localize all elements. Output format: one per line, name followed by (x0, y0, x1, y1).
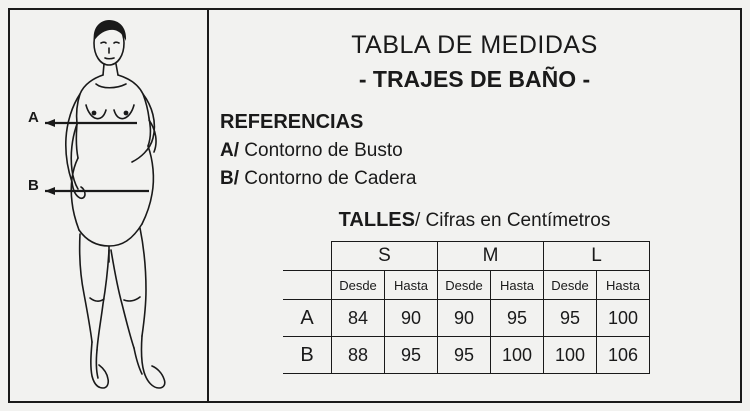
reference-text-a: Contorno de Busto (239, 140, 403, 161)
measure-label-a: A (28, 109, 39, 126)
subheader-s-desde: Desde (332, 271, 385, 300)
reference-text-b: Contorno de Cadera (239, 168, 417, 189)
table-row-subheaders (283, 271, 650, 300)
subheader-m-hasta: Hasta (491, 271, 544, 300)
subheader-m-desde: Desde (438, 271, 491, 300)
table-corner-cell-2 (283, 271, 332, 300)
subheader-s-hasta: Hasta (385, 271, 438, 300)
table-row (283, 300, 650, 337)
page-subtitle: - TRAJES DE BAÑO - (358, 66, 591, 92)
measure-line-a (45, 119, 137, 127)
figure-panel (10, 10, 207, 401)
subheader-l-desde: Desde (544, 271, 597, 300)
cell-b-m-hasta: 100 (491, 337, 544, 374)
size-header-s: S (332, 242, 438, 271)
reference-key-b: B/ (220, 168, 239, 189)
size-header-m: M (438, 242, 544, 271)
cell-b-m-desde: 95 (438, 337, 491, 374)
talles-label: TALLES (338, 209, 415, 231)
measure-line-b (45, 187, 149, 195)
content-panel (209, 10, 740, 401)
cell-b-l-hasta: 106 (597, 337, 650, 374)
page-title: TABLA DE MEDIDAS (351, 31, 598, 59)
cell-b-s-hasta: 95 (385, 337, 438, 374)
size-header-l: L (544, 242, 650, 271)
female-body-illustration (10, 10, 207, 401)
table-row-sizes (283, 242, 650, 271)
cell-a-s-desde: 84 (332, 300, 385, 337)
cell-a-m-hasta: 95 (491, 300, 544, 337)
subheader-l-hasta: Hasta (597, 271, 650, 300)
row-label-a: A (283, 300, 332, 337)
talles-note: / Cifras en Centímetros (414, 210, 611, 231)
cell-a-m-desde: 90 (438, 300, 491, 337)
reference-item-b (220, 168, 740, 190)
cell-a-l-desde: 95 (544, 300, 597, 337)
table-row (283, 337, 650, 374)
cell-b-s-desde: 88 (332, 337, 385, 374)
table-corner-cell (283, 242, 332, 271)
cell-a-l-hasta: 100 (597, 300, 650, 337)
measure-label-b: B (28, 177, 39, 194)
size-table (283, 241, 650, 374)
references-heading: REFERENCIAS (220, 111, 364, 133)
talles-caption (209, 209, 740, 232)
reference-item-a (220, 140, 740, 162)
reference-key-a: A/ (220, 140, 239, 161)
cell-b-l-desde: 100 (544, 337, 597, 374)
row-label-b: B (283, 337, 332, 374)
cell-a-s-hasta: 90 (385, 300, 438, 337)
